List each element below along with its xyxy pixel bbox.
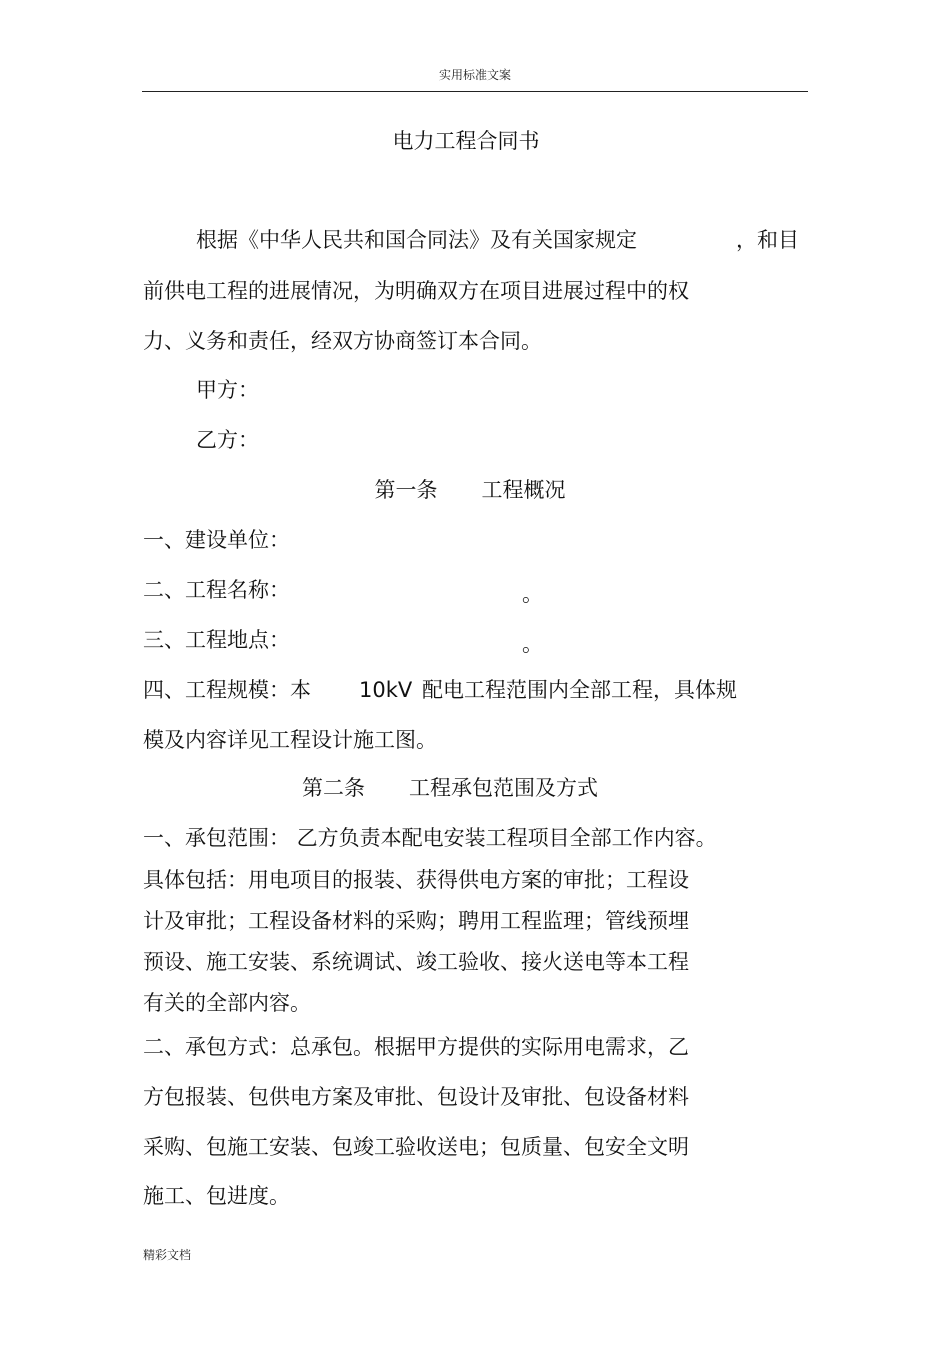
- article-2-scope-line-1: 一、承包范围： 乙方负责本配电安装工程项目全部工作内容。: [143, 826, 717, 850]
- article-1-number: 第一条: [374, 478, 438, 502]
- article-1-item-2-end: 。: [522, 582, 543, 606]
- article-1-item-3-label: 三、工程地点：: [143, 628, 290, 652]
- preamble-line-3: 力、义务和责任，经双方协商签订本合同。: [143, 329, 542, 353]
- article-1-item-4d: 模及内容详见工程设计施工图。: [143, 728, 437, 752]
- header-rule: [142, 91, 808, 92]
- preamble-line-2: 前供电工程的进展情况，为明确双方在项目进展过程中的权: [143, 279, 689, 303]
- article-2-mode-line-1: 二、承包方式：总承包。根据甲方提供的实际用电需求，乙: [143, 1035, 689, 1059]
- article-1-item-4a: 四、工程规模：本: [143, 678, 311, 702]
- party-a-label: 甲方：: [196, 378, 259, 402]
- article-2-mode-line-3: 采购、包施工安装、包竣工验收送电；包质量、包安全文明: [143, 1135, 689, 1159]
- article-2-scope-line-2: 具体包括：用电项目的报装、获得供电方案的审批；工程设: [143, 868, 689, 892]
- article-2-title: 工程承包范围及方式: [409, 776, 598, 800]
- article-1-title: 工程概况: [481, 478, 566, 502]
- article-1-item-1: 一、建设单位：: [143, 528, 290, 552]
- preamble-line-1a: 根据《中华人民共和国合同法》及有关国家规定: [196, 228, 637, 252]
- article-2-mode-line-4: 施工、包进度。: [143, 1184, 290, 1208]
- article-1-item-3-end: 。: [522, 632, 543, 656]
- article-2-mode-line-2: 方包报装、包供电方案及审批、包设计及审批、包设备材料: [143, 1085, 689, 1109]
- article-2-heading: [302, 778, 598, 799]
- article-2-scope-line-3: 计及审批；工程设备材料的采购；聘用工程监理；管线预埋: [143, 909, 689, 933]
- preamble-line-1b: ，和目: [736, 228, 799, 252]
- article-1-item-4c: 配电工程范围内全部工程，具体规: [422, 678, 737, 702]
- article-1-heading: [0, 480, 940, 501]
- article-2-scope-line-5: 有关的全部内容。: [143, 991, 311, 1015]
- article-2-number: 第二条: [302, 776, 365, 800]
- article-2-scope-line-4: 预设、施工安装、系统调试、竣工验收、接火送电等本工程: [143, 950, 689, 974]
- document-title: 电力工程合同书: [392, 129, 540, 153]
- article-1-item-4b: 10kV: [359, 678, 413, 702]
- party-b-label: 乙方：: [196, 428, 259, 452]
- article-1-item-2-label: 二、工程名称：: [143, 578, 290, 602]
- page-header: 实用标准文案: [438, 68, 511, 82]
- page-footer: 精彩文档: [143, 1248, 192, 1262]
